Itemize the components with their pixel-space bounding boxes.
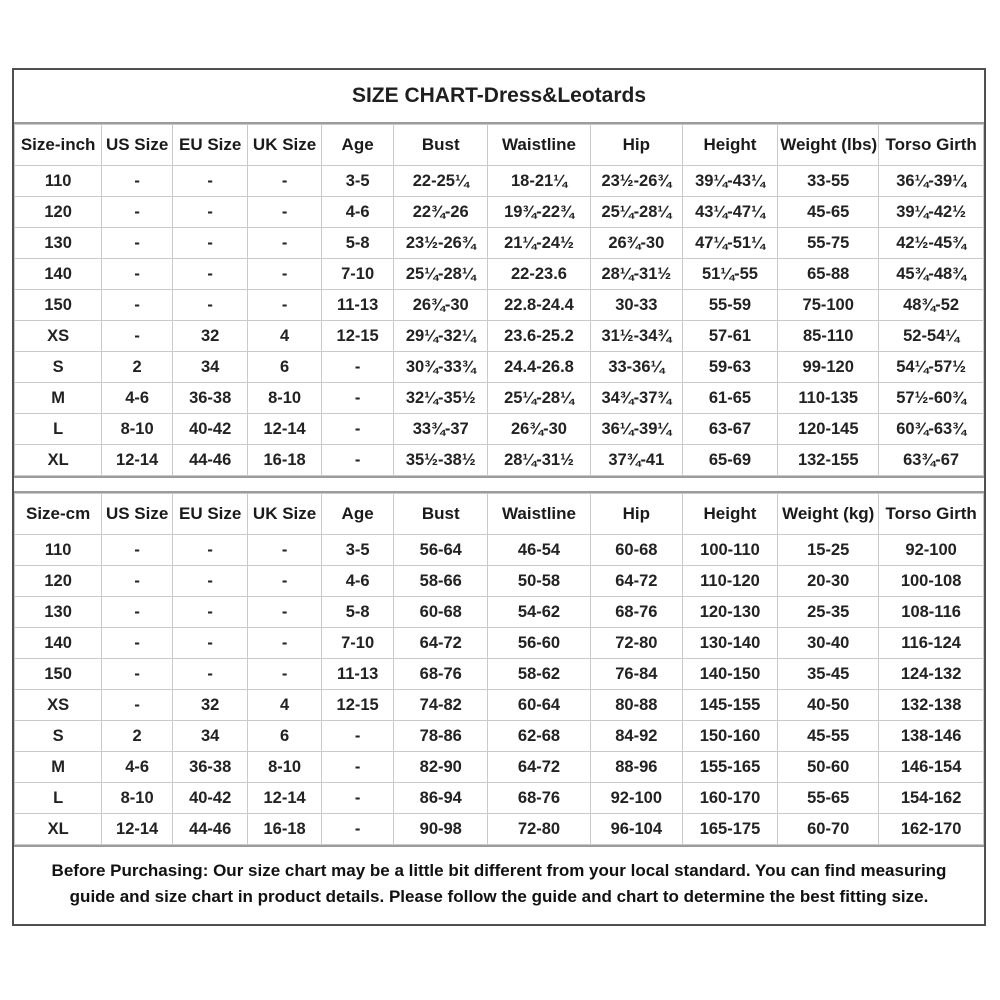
table-cell: 60¾-63¾: [879, 414, 984, 445]
table-cell: -: [248, 566, 322, 597]
table-row: [15, 783, 984, 814]
table-cell: 4-6: [102, 752, 173, 783]
table-cell: 39¼-42½: [879, 197, 984, 228]
table-cell: 32¼-35½: [394, 383, 488, 414]
table-cell: 82-90: [394, 752, 488, 783]
table-row: [15, 690, 984, 721]
table-cell: 22-25¼: [394, 166, 488, 197]
table-cell: -: [248, 259, 322, 290]
table-cell: 68-76: [394, 659, 488, 690]
table-cell: 110-120: [682, 566, 778, 597]
table-cell: 32: [173, 321, 248, 352]
column-header: Size-inch: [15, 125, 102, 166]
table-cell: 29¼-32¼: [394, 321, 488, 352]
column-header: Bust: [394, 494, 488, 535]
table-cell: -: [102, 166, 173, 197]
table-cell: 6: [248, 721, 322, 752]
table-cell: -: [321, 352, 394, 383]
column-header: Height: [682, 125, 778, 166]
table-cell: 120-145: [778, 414, 879, 445]
table-cell: 50-58: [488, 566, 591, 597]
table-cell: S: [15, 352, 102, 383]
table-cell: 8-10: [248, 383, 322, 414]
table-cell: 60-68: [590, 535, 682, 566]
table-cell: -: [321, 752, 394, 783]
table-cell: 7-10: [321, 628, 394, 659]
table-cell: -: [173, 535, 248, 566]
table-cell: 92-100: [590, 783, 682, 814]
table-cell: 34¾-37¾: [590, 383, 682, 414]
table-cell: -: [102, 690, 173, 721]
table-cell: 80-88: [590, 690, 682, 721]
page-title: SIZE CHART-Dress&Leotards: [14, 70, 984, 124]
table-cell: 120: [15, 197, 102, 228]
table-cell: 46-54: [488, 535, 591, 566]
table-cell: 48¾-52: [879, 290, 984, 321]
table-cell: 12-14: [248, 783, 322, 814]
column-header: Height: [682, 494, 778, 535]
table-cell: 58-62: [488, 659, 591, 690]
table-cell: 34: [173, 352, 248, 383]
table-cell: 4-6: [102, 383, 173, 414]
table-cell: 26¾-30: [394, 290, 488, 321]
table-cell: 140: [15, 628, 102, 659]
table-cell: 12-14: [102, 814, 173, 845]
table-cell: 138-146: [879, 721, 984, 752]
table-cell: 4-6: [321, 197, 394, 228]
table-row: [15, 628, 984, 659]
table-cell: -: [102, 290, 173, 321]
table-row: [15, 566, 984, 597]
table-cell: 12-14: [102, 445, 173, 476]
table-cell: M: [15, 752, 102, 783]
table-row: [15, 383, 984, 414]
header-row: [15, 494, 984, 535]
table-cell: -: [321, 783, 394, 814]
table-row: [15, 535, 984, 566]
table-cell: 162-170: [879, 814, 984, 845]
table-cell: 5-8: [321, 597, 394, 628]
table-cell: 55-59: [682, 290, 778, 321]
table-cell: 6: [248, 352, 322, 383]
table-cell: 4: [248, 321, 322, 352]
column-header: Weight (kg): [778, 494, 879, 535]
table-cell: -: [102, 228, 173, 259]
table-cell: -: [248, 290, 322, 321]
table-cell: 63-67: [682, 414, 778, 445]
table-cell: 150: [15, 659, 102, 690]
table-row: [15, 259, 984, 290]
table-cell: 60-70: [778, 814, 879, 845]
table-cell: 8-10: [102, 783, 173, 814]
size-table-cm-body: [15, 535, 984, 845]
table-cell: 54¼-57½: [879, 352, 984, 383]
table-row: [15, 290, 984, 321]
table-cell: 7-10: [321, 259, 394, 290]
table-cell: -: [173, 166, 248, 197]
table-cell: XL: [15, 814, 102, 845]
table-cell: 40-42: [173, 414, 248, 445]
table-cell: 57½-60¾: [879, 383, 984, 414]
table-cell: 18-21¼: [488, 166, 591, 197]
table-cell: 21¼-24½: [488, 228, 591, 259]
table-cell: 26¾-30: [590, 228, 682, 259]
table-cell: 88-96: [590, 752, 682, 783]
table-cell: 36¼-39¼: [590, 414, 682, 445]
table-cell: 2: [102, 721, 173, 752]
table-cell: 39¼-43¼: [682, 166, 778, 197]
table-cell: 100-110: [682, 535, 778, 566]
table-cell: 132-155: [778, 445, 879, 476]
table-cell: 8-10: [102, 414, 173, 445]
table-cell: -: [321, 721, 394, 752]
table-cell: 25¼-28¼: [590, 197, 682, 228]
table-cell: 160-170: [682, 783, 778, 814]
table-cell: 12-14: [248, 414, 322, 445]
table-cell: 36-38: [173, 383, 248, 414]
table-cell: XS: [15, 321, 102, 352]
table-cell: -: [102, 197, 173, 228]
table-cell: -: [102, 321, 173, 352]
table-cell: 30-33: [590, 290, 682, 321]
table-cell: -: [102, 628, 173, 659]
table-cell: 3-5: [321, 535, 394, 566]
table-cell: 23½-26¾: [590, 166, 682, 197]
table-row: [15, 814, 984, 845]
table-cell: 34: [173, 721, 248, 752]
table-cell: 78-86: [394, 721, 488, 752]
column-header: Age: [321, 125, 394, 166]
table-cell: -: [248, 628, 322, 659]
table-cell: 22¾-26: [394, 197, 488, 228]
table-cell: 56-60: [488, 628, 591, 659]
table-cell: 146-154: [879, 752, 984, 783]
table-cell: -: [173, 659, 248, 690]
table-cell: 75-100: [778, 290, 879, 321]
table-cell: 86-94: [394, 783, 488, 814]
table-cell: 60-64: [488, 690, 591, 721]
column-header: Bust: [394, 125, 488, 166]
table-cell: 51¼-55: [682, 259, 778, 290]
size-table-inch: [14, 124, 984, 476]
table-cell: XL: [15, 445, 102, 476]
table-cell: -: [173, 197, 248, 228]
table-cell: 31½-34¾: [590, 321, 682, 352]
table-cell: 16-18: [248, 814, 322, 845]
table-cell: 44-46: [173, 445, 248, 476]
table-cell: 96-104: [590, 814, 682, 845]
table-row: [15, 752, 984, 783]
table-cell: 25-35: [778, 597, 879, 628]
size-table-cm-header: [15, 494, 984, 535]
table-cell: 47¼-51¼: [682, 228, 778, 259]
table-cell: 74-82: [394, 690, 488, 721]
table-cell: 57-61: [682, 321, 778, 352]
table-cell: 108-116: [879, 597, 984, 628]
column-header: UK Size: [248, 494, 322, 535]
table-cell: -: [173, 228, 248, 259]
table-row: [15, 597, 984, 628]
table-cell: 120: [15, 566, 102, 597]
table-cell: L: [15, 783, 102, 814]
table-cell: 61-65: [682, 383, 778, 414]
table-cell: 63¾-67: [879, 445, 984, 476]
table-divider: [14, 476, 984, 493]
column-header: EU Size: [173, 125, 248, 166]
table-cell: 33-55: [778, 166, 879, 197]
table-cell: -: [248, 166, 322, 197]
table-cell: L: [15, 414, 102, 445]
table-cell: -: [102, 259, 173, 290]
purchase-disclaimer: Before Purchasing: Our size chart may be a little bit different from your local standard. You can find measuring guide and size chart in product details. Please follow the guide and chart to determine the best fitting size.: [14, 845, 984, 924]
table-cell: -: [173, 628, 248, 659]
table-cell: 130-140: [682, 628, 778, 659]
table-cell: 110-135: [778, 383, 879, 414]
table-cell: 110: [15, 535, 102, 566]
table-cell: 35½-38½: [394, 445, 488, 476]
table-cell: 50-60: [778, 752, 879, 783]
table-cell: 40-42: [173, 783, 248, 814]
table-cell: 155-165: [682, 752, 778, 783]
size-chart-panel: [12, 68, 986, 926]
table-row: [15, 659, 984, 690]
table-cell: 12-15: [321, 690, 394, 721]
table-row: [15, 352, 984, 383]
table-cell: 2: [102, 352, 173, 383]
table-cell: -: [173, 259, 248, 290]
table-cell: 165-175: [682, 814, 778, 845]
table-cell: 64-72: [590, 566, 682, 597]
table-cell: 8-10: [248, 752, 322, 783]
table-cell: 12-15: [321, 321, 394, 352]
table-cell: 64-72: [488, 752, 591, 783]
table-cell: 60-68: [394, 597, 488, 628]
table-cell: -: [321, 414, 394, 445]
size-table-cm: [14, 493, 984, 845]
table-cell: 150: [15, 290, 102, 321]
table-cell: S: [15, 721, 102, 752]
column-header: Hip: [590, 494, 682, 535]
column-header: Weight (lbs): [778, 125, 879, 166]
table-cell: 130: [15, 597, 102, 628]
table-cell: 16-18: [248, 445, 322, 476]
table-cell: 65-88: [778, 259, 879, 290]
table-cell: 28¼-31½: [590, 259, 682, 290]
table-cell: -: [321, 383, 394, 414]
table-cell: 140-150: [682, 659, 778, 690]
table-cell: 132-138: [879, 690, 984, 721]
table-cell: 64-72: [394, 628, 488, 659]
table-cell: 44-46: [173, 814, 248, 845]
table-cell: 140: [15, 259, 102, 290]
column-header: Age: [321, 494, 394, 535]
size-table-inch-header: [15, 125, 984, 166]
table-cell: 5-8: [321, 228, 394, 259]
table-cell: -: [102, 535, 173, 566]
column-header: Hip: [590, 125, 682, 166]
table-cell: 72-80: [590, 628, 682, 659]
table-cell: -: [321, 814, 394, 845]
table-cell: -: [248, 597, 322, 628]
table-cell: 45¾-48¾: [879, 259, 984, 290]
column-header: EU Size: [173, 494, 248, 535]
table-cell: 33¾-37: [394, 414, 488, 445]
table-cell: -: [173, 566, 248, 597]
table-cell: 92-100: [879, 535, 984, 566]
table-cell: 19¾-22¾: [488, 197, 591, 228]
table-cell: 110: [15, 166, 102, 197]
column-header: Size-cm: [15, 494, 102, 535]
table-cell: M: [15, 383, 102, 414]
table-cell: 32: [173, 690, 248, 721]
table-row: [15, 445, 984, 476]
table-cell: 36¼-39¼: [879, 166, 984, 197]
table-cell: 42½-45¾: [879, 228, 984, 259]
table-cell: 11-13: [321, 659, 394, 690]
column-header: Torso Girth: [879, 494, 984, 535]
table-cell: 26¾-30: [488, 414, 591, 445]
table-cell: 99-120: [778, 352, 879, 383]
table-cell: 30¾-33¾: [394, 352, 488, 383]
table-cell: 11-13: [321, 290, 394, 321]
header-row: [15, 125, 984, 166]
table-cell: -: [248, 228, 322, 259]
table-cell: 150-160: [682, 721, 778, 752]
table-cell: -: [102, 659, 173, 690]
table-row: [15, 721, 984, 752]
table-cell: 20-30: [778, 566, 879, 597]
table-cell: 154-162: [879, 783, 984, 814]
table-row: [15, 166, 984, 197]
size-table-inch-body: [15, 166, 984, 476]
table-row: [15, 414, 984, 445]
table-cell: 22-23.6: [488, 259, 591, 290]
table-cell: 84-92: [590, 721, 682, 752]
table-cell: -: [248, 535, 322, 566]
table-cell: 145-155: [682, 690, 778, 721]
table-cell: 25¼-28¼: [394, 259, 488, 290]
column-header: Waistline: [488, 125, 591, 166]
table-cell: 40-50: [778, 690, 879, 721]
table-cell: -: [173, 597, 248, 628]
table-cell: 35-45: [778, 659, 879, 690]
table-cell: 85-110: [778, 321, 879, 352]
table-cell: 25¼-28¼: [488, 383, 591, 414]
table-cell: 43¼-47¼: [682, 197, 778, 228]
column-header: Torso Girth: [879, 125, 984, 166]
table-cell: -: [102, 566, 173, 597]
table-cell: -: [102, 597, 173, 628]
table-row: [15, 321, 984, 352]
table-cell: 130: [15, 228, 102, 259]
column-header: UK Size: [248, 125, 322, 166]
table-row: [15, 228, 984, 259]
table-cell: -: [321, 445, 394, 476]
table-cell: 56-64: [394, 535, 488, 566]
table-cell: 33-36¼: [590, 352, 682, 383]
table-cell: 62-68: [488, 721, 591, 752]
table-cell: 116-124: [879, 628, 984, 659]
table-cell: 55-75: [778, 228, 879, 259]
table-cell: 45-55: [778, 721, 879, 752]
table-cell: 100-108: [879, 566, 984, 597]
table-cell: 15-25: [778, 535, 879, 566]
table-cell: -: [248, 197, 322, 228]
table-cell: 4-6: [321, 566, 394, 597]
table-cell: 120-130: [682, 597, 778, 628]
table-cell: 58-66: [394, 566, 488, 597]
table-row: [15, 197, 984, 228]
column-header: Waistline: [488, 494, 591, 535]
table-cell: 24.4-26.8: [488, 352, 591, 383]
table-cell: 22.8-24.4: [488, 290, 591, 321]
table-cell: 54-62: [488, 597, 591, 628]
table-cell: -: [173, 290, 248, 321]
table-cell: 36-38: [173, 752, 248, 783]
table-cell: -: [248, 659, 322, 690]
table-cell: 68-76: [590, 597, 682, 628]
table-cell: 76-84: [590, 659, 682, 690]
table-cell: 52-54¼: [879, 321, 984, 352]
table-cell: 59-63: [682, 352, 778, 383]
table-cell: 23.6-25.2: [488, 321, 591, 352]
column-header: US Size: [102, 125, 173, 166]
table-cell: 30-40: [778, 628, 879, 659]
table-cell: 55-65: [778, 783, 879, 814]
table-cell: 45-65: [778, 197, 879, 228]
table-cell: 37¾-41: [590, 445, 682, 476]
table-cell: XS: [15, 690, 102, 721]
table-cell: 90-98: [394, 814, 488, 845]
table-cell: 68-76: [488, 783, 591, 814]
table-cell: 3-5: [321, 166, 394, 197]
table-cell: 23½-26¾: [394, 228, 488, 259]
table-cell: 124-132: [879, 659, 984, 690]
table-cell: 65-69: [682, 445, 778, 476]
table-cell: 72-80: [488, 814, 591, 845]
table-cell: 28¼-31½: [488, 445, 591, 476]
table-cell: 4: [248, 690, 322, 721]
column-header: US Size: [102, 494, 173, 535]
